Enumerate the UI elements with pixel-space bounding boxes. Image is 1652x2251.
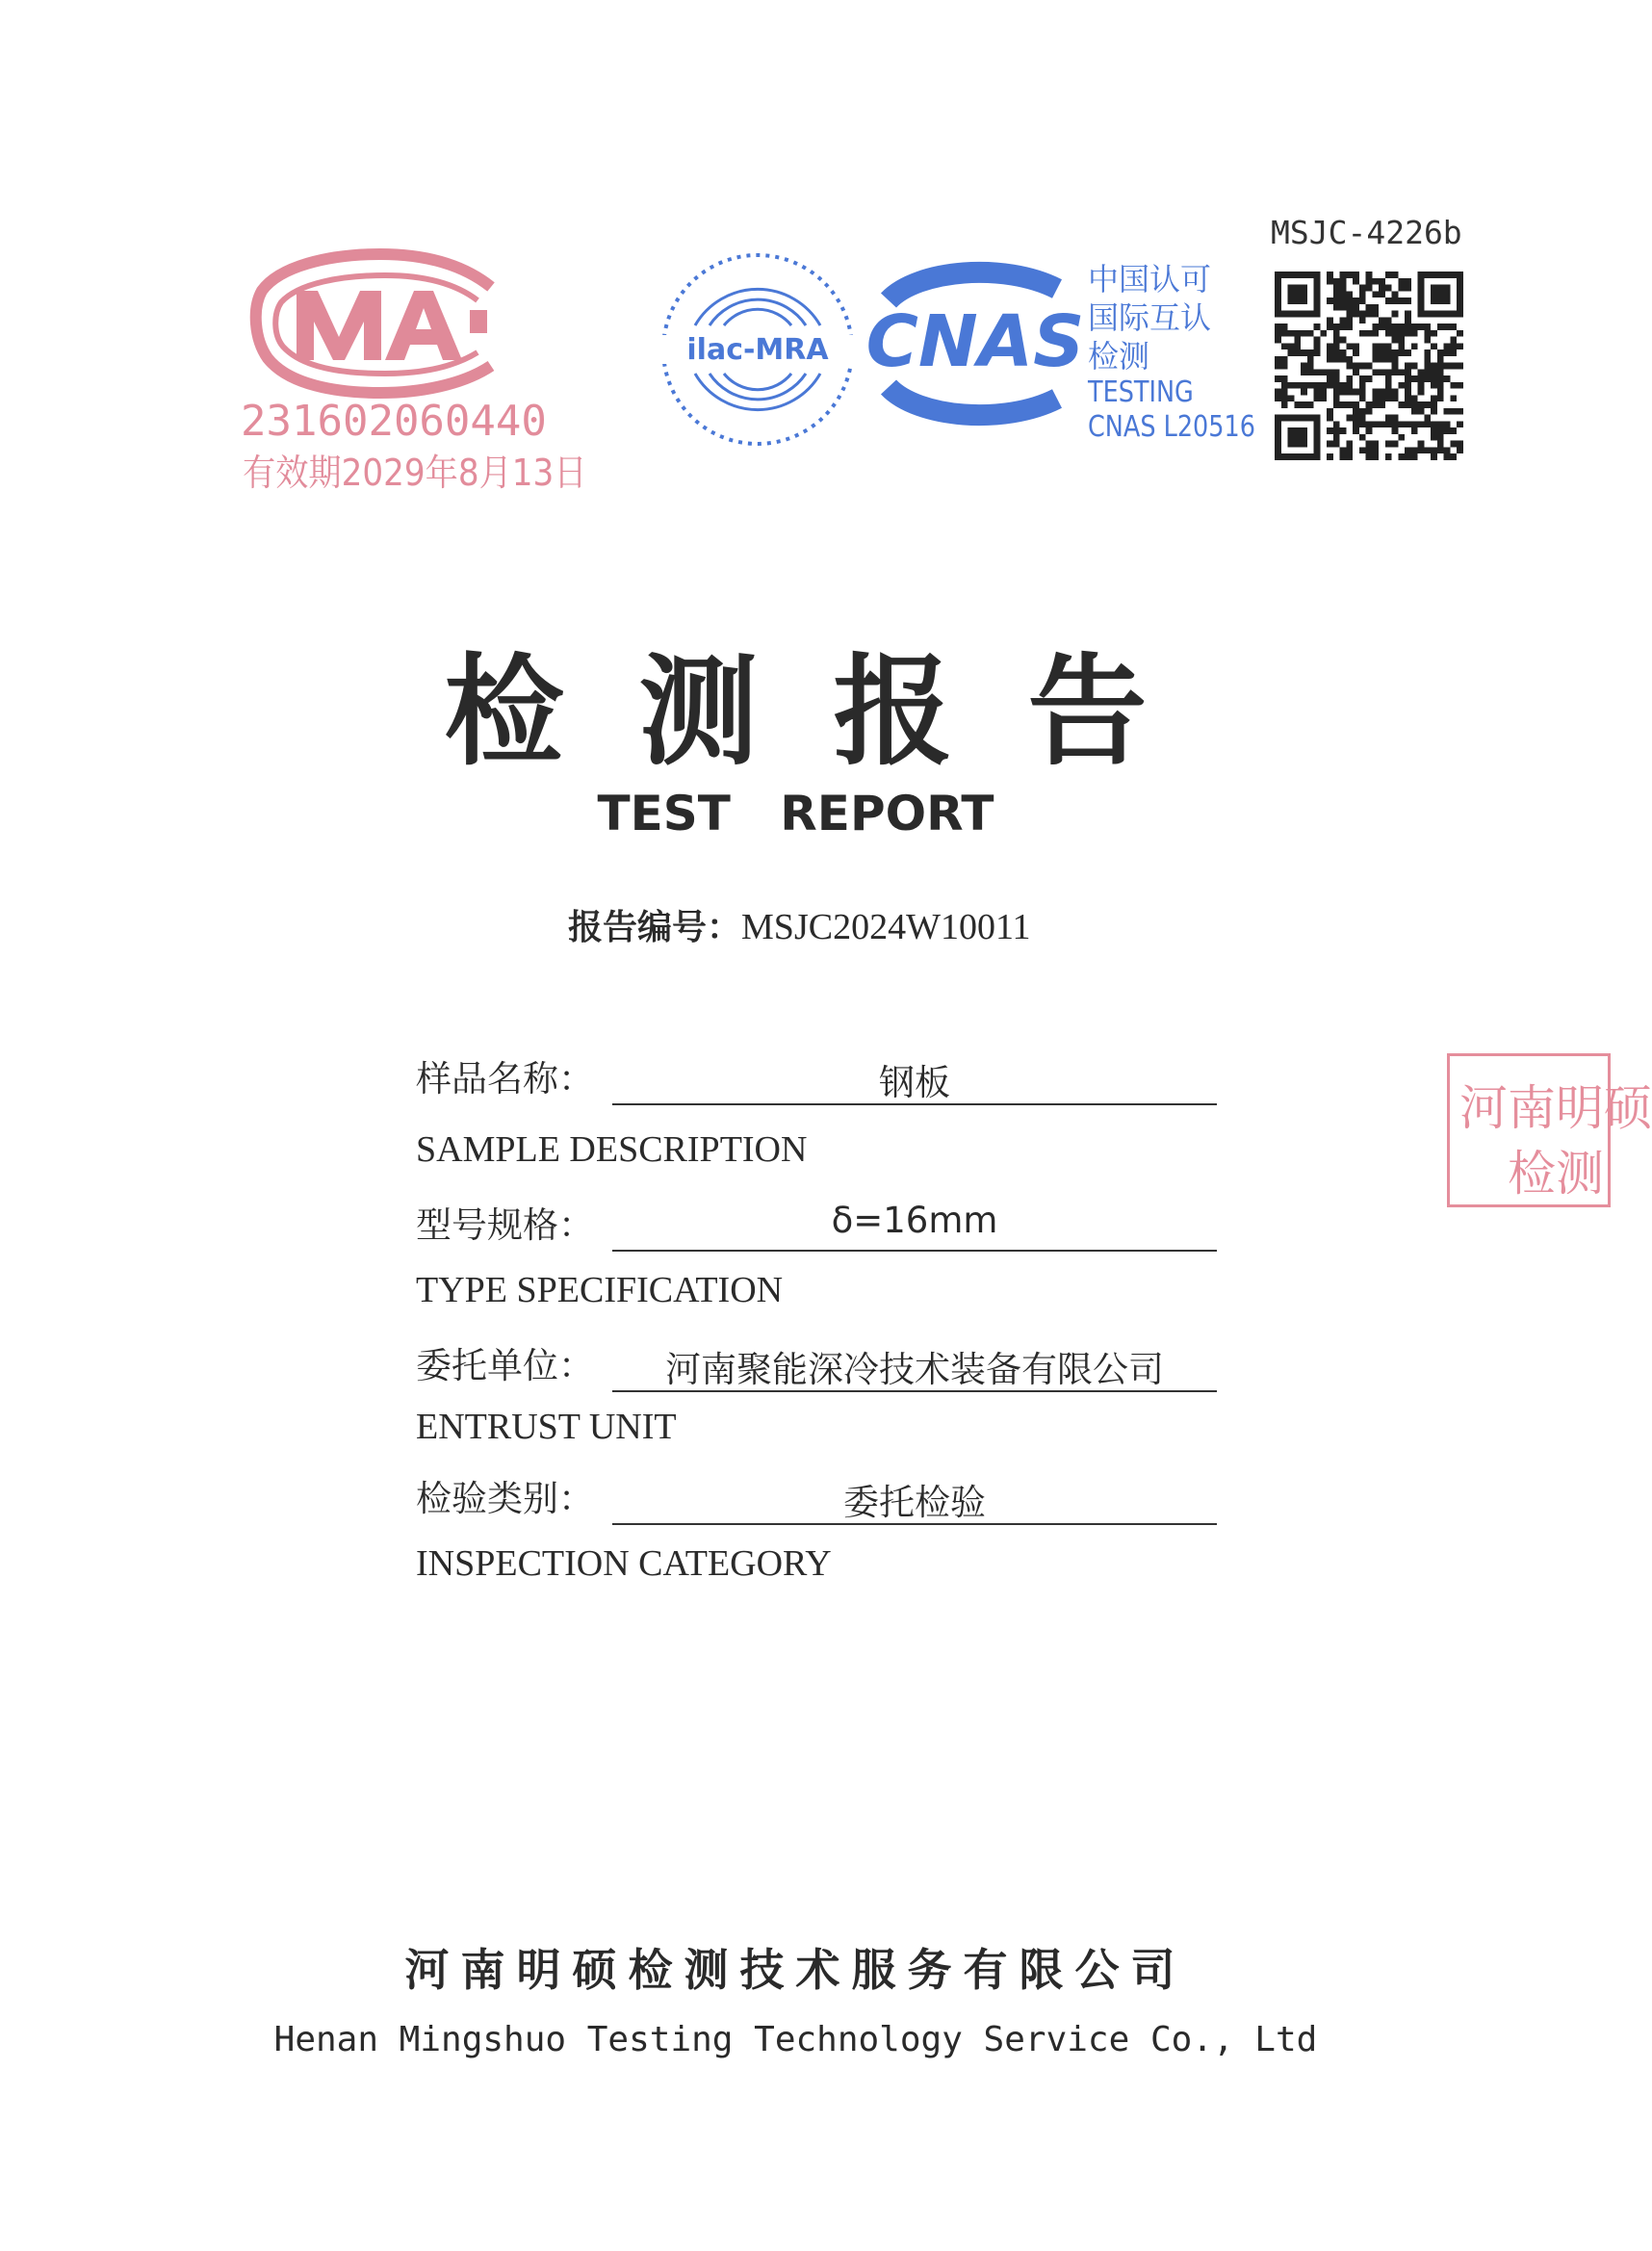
entrust-unit-en-label: ENTRUST UNIT xyxy=(416,1407,677,1447)
inspection-category-value: 委托检验 xyxy=(843,1482,986,1523)
inspection-category-label: 检验类别： xyxy=(416,1478,594,1519)
cnas-logo-icon xyxy=(860,262,1091,426)
sample-description-label: SAMPLE DESCRIPTION xyxy=(416,1129,808,1170)
cnas-line-3: 检测 xyxy=(1088,338,1150,375)
report-title-en: TEST REPORT xyxy=(597,786,994,841)
seal-line-2: 检测 xyxy=(1508,1146,1604,1202)
cma-logo-icon xyxy=(250,252,510,397)
report-title-cn: 检测报告 xyxy=(444,642,1223,782)
cnas-accreditation-text xyxy=(1088,260,1255,445)
company-name-cn: 河南明硕检测技术服务有限公司 xyxy=(404,1944,1187,1996)
entrust-unit-value: 河南聚能深冷技术装备有限公司 xyxy=(665,1349,1164,1390)
type-spec-label: 型号规格： xyxy=(416,1204,594,1246)
cnas-line-2: 国际互认 xyxy=(1088,299,1212,336)
report-number xyxy=(568,900,1031,949)
cnas-line-4: TESTING xyxy=(1088,375,1194,409)
sample-name-value: 钢板 xyxy=(879,1062,950,1103)
report-number-value: MSJC2024W10011 xyxy=(741,907,1031,947)
type-specification-label: TYPE SPECIFICATION xyxy=(416,1270,784,1310)
report-number-label: 报告编号： xyxy=(568,908,742,947)
cnas-logo-text: CNAS xyxy=(865,300,1085,383)
cma-code: 231602060440 xyxy=(241,397,547,446)
qr-code-icon[interactable] xyxy=(1275,272,1463,460)
cma-stamp xyxy=(241,252,587,494)
cnas-line-1: 中国认可 xyxy=(1088,261,1212,298)
form-number: MSJC-4226b xyxy=(1271,214,1462,251)
cma-validity: 有效期2029年8月13日 xyxy=(243,452,587,494)
type-spec-value: δ=16mm xyxy=(831,1200,998,1241)
company-name-en: Henan Mingshuo Testing Technology Service Co., Ltd xyxy=(273,2020,1318,2059)
sample-name-label: 样品名称： xyxy=(416,1058,594,1100)
seal-line-1: 河南明硕 xyxy=(1459,1080,1652,1136)
inspection-category-en-label: INSPECTION CATEGORY xyxy=(416,1543,832,1584)
company-seal xyxy=(1447,1053,1652,1207)
entrust-unit-label: 委托单位： xyxy=(416,1345,594,1386)
ilac-mra-icon xyxy=(657,248,859,451)
ilac-text: ilac-MRA xyxy=(686,333,829,367)
cnas-line-5: CNAS L20516 xyxy=(1088,410,1255,444)
